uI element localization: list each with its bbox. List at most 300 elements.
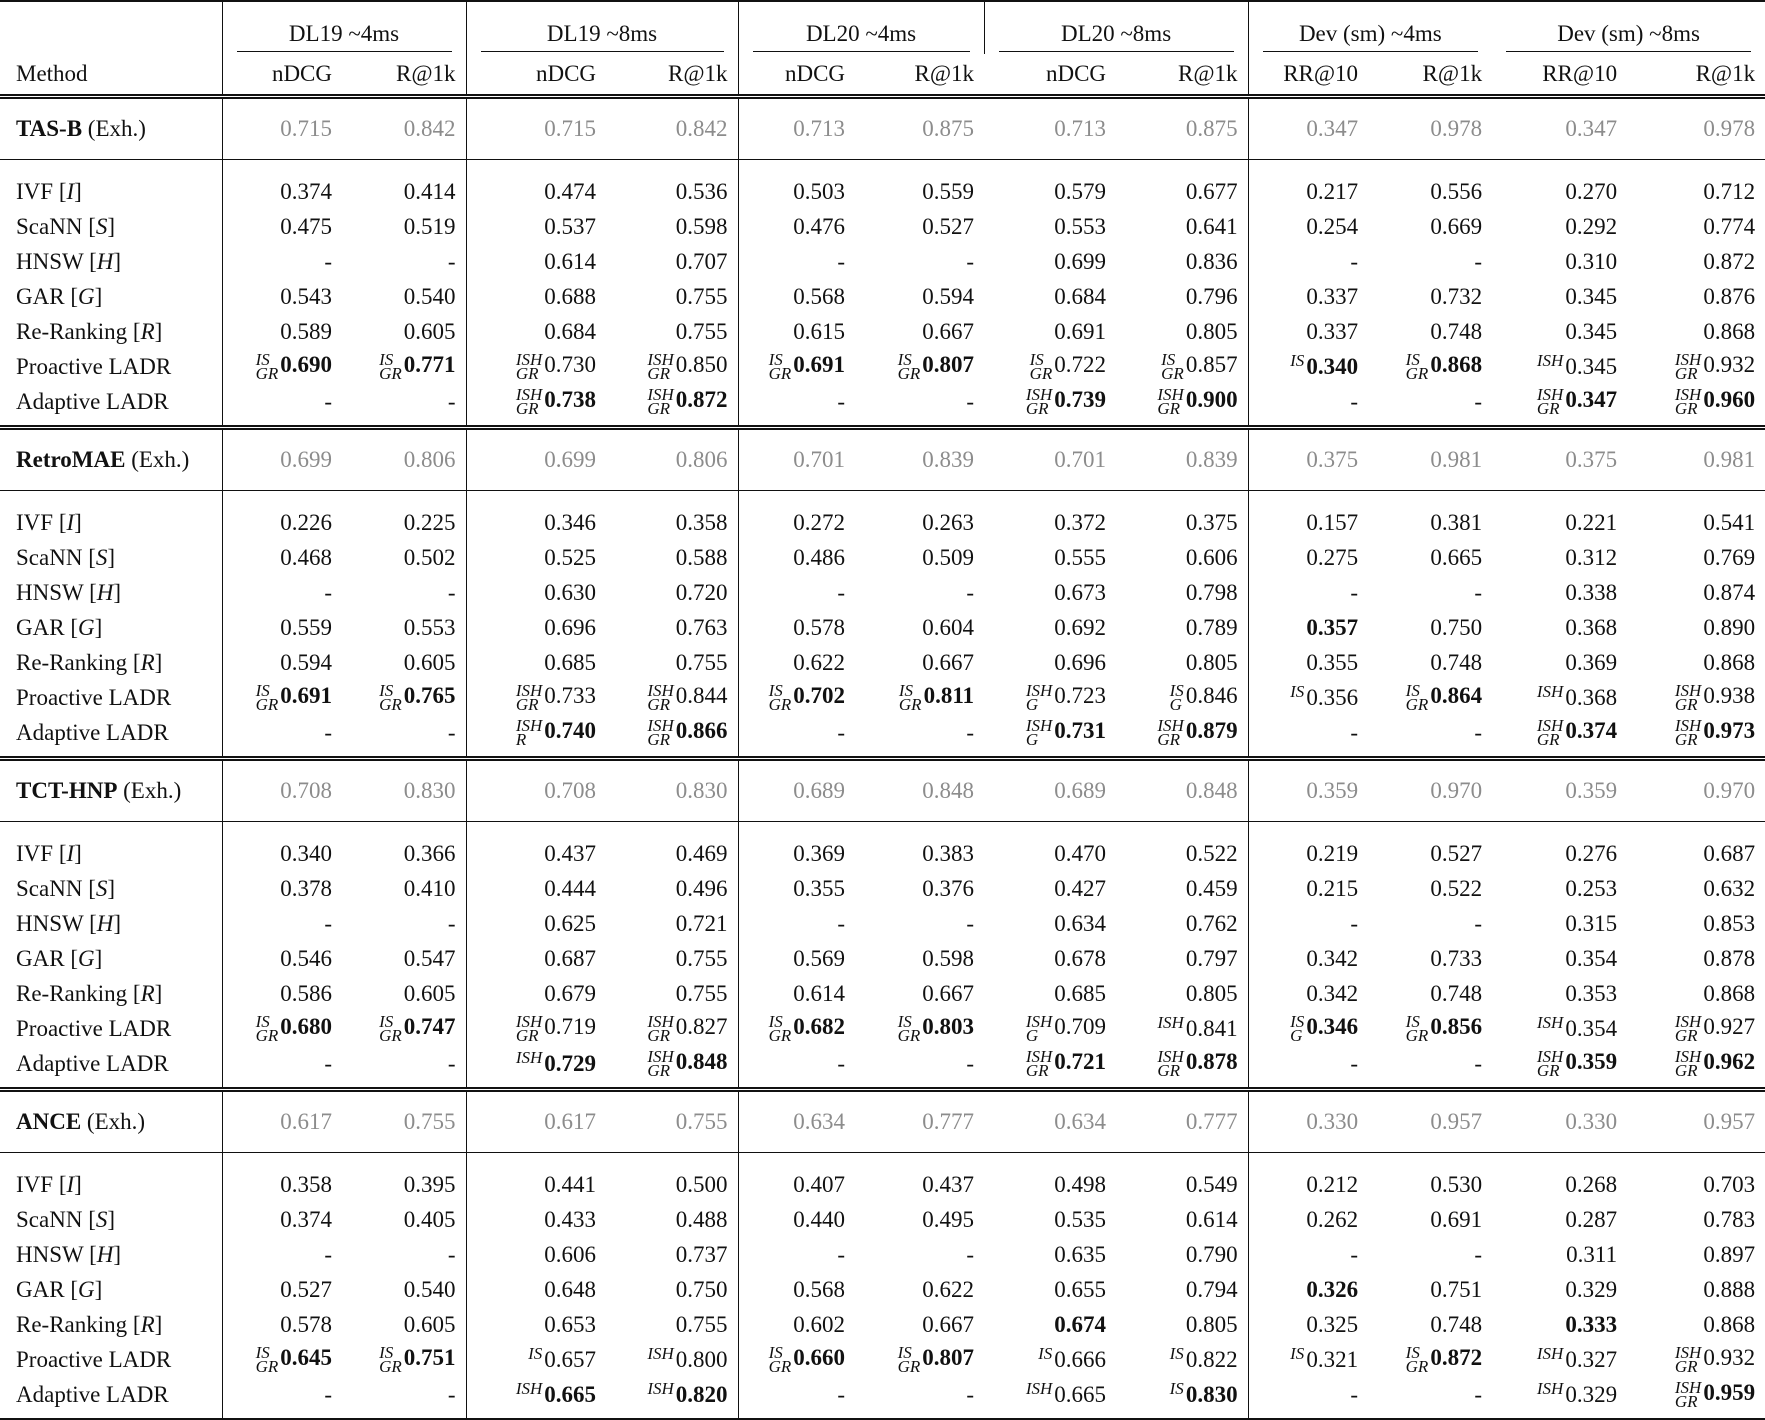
metric-value: 0.602 bbox=[793, 1311, 846, 1337]
method-cell bbox=[0, 1046, 222, 1090]
significance-marker bbox=[255, 1342, 279, 1376]
method-name: HNSW bbox=[16, 248, 84, 274]
significance-sub: GR bbox=[379, 363, 402, 383]
metric-value: 0.796 bbox=[1185, 283, 1238, 309]
metric-value: 0.337 bbox=[1306, 283, 1359, 309]
value-cell bbox=[606, 1011, 738, 1046]
significance-sub: GR bbox=[1674, 1391, 1698, 1411]
significance-sup: IS bbox=[1290, 682, 1305, 702]
value-cell bbox=[342, 1202, 466, 1237]
metric-value: 0.648 bbox=[544, 1276, 597, 1302]
metric-value: 0.691 bbox=[1430, 1206, 1483, 1232]
significance-marker bbox=[897, 349, 921, 383]
metric-value: 0.437 bbox=[544, 840, 597, 866]
value-cell bbox=[342, 160, 466, 210]
significance-sup: IS bbox=[379, 1342, 394, 1362]
metric-value: 0.486 bbox=[793, 544, 846, 570]
value-cell bbox=[222, 1011, 342, 1046]
metric-value: 0.553 bbox=[403, 614, 456, 640]
metric-value: 0.660 bbox=[793, 1345, 846, 1371]
metric-value: 0.553 bbox=[1054, 213, 1107, 239]
metric-value: 0.527 bbox=[1430, 840, 1483, 866]
metric-value: 0.673 bbox=[1054, 579, 1107, 605]
metric-value: 0.685 bbox=[544, 649, 597, 675]
value-cell bbox=[984, 244, 1116, 279]
metric-value: 0.677 bbox=[1185, 178, 1238, 204]
exhaustive-value: 0.957 bbox=[1368, 1090, 1492, 1153]
significance-sub: GR bbox=[768, 363, 792, 383]
value-cell bbox=[1248, 209, 1368, 244]
value-cell bbox=[855, 1153, 984, 1203]
metric-value: 0.556 bbox=[1430, 178, 1483, 204]
method-name: GAR bbox=[16, 945, 65, 971]
metric-value: - bbox=[837, 248, 846, 274]
method-tag: H bbox=[96, 579, 114, 605]
significance-sup: IS bbox=[897, 1011, 912, 1031]
metric-value: 0.622 bbox=[793, 649, 846, 675]
significance-sub: GR bbox=[1536, 398, 1560, 418]
value-cell bbox=[984, 1046, 1116, 1090]
significance-sup: IS bbox=[768, 1011, 783, 1031]
metric-value: 0.755 bbox=[675, 1311, 728, 1337]
value-cell bbox=[466, 384, 606, 428]
metric-value: 0.383 bbox=[922, 840, 975, 866]
value-cell bbox=[1492, 976, 1627, 1011]
metric-value: 0.774 bbox=[1703, 213, 1756, 239]
metric-value: 0.488 bbox=[675, 1206, 728, 1232]
significance-marker bbox=[1405, 349, 1429, 383]
model-name-cell bbox=[0, 1090, 222, 1153]
value-cell bbox=[1248, 540, 1368, 575]
metric-value: 0.347 bbox=[1565, 387, 1618, 413]
metric-value: 0.372 bbox=[1054, 509, 1107, 535]
method-name: Adaptive LADR bbox=[16, 388, 169, 414]
exhaustive-label: (Exh.) bbox=[87, 116, 146, 141]
metric-value: 0.530 bbox=[1430, 1171, 1483, 1197]
significance-sup: ISH bbox=[1674, 1011, 1702, 1031]
value-cell bbox=[1627, 1237, 1765, 1272]
metric-value: 0.641 bbox=[1185, 213, 1238, 239]
table-row bbox=[0, 314, 1765, 349]
significance-sub: GR bbox=[1161, 363, 1184, 383]
value-cell bbox=[222, 1272, 342, 1307]
value-cell bbox=[738, 941, 855, 976]
table-row bbox=[0, 1202, 1765, 1237]
metric-value: 0.720 bbox=[675, 579, 728, 605]
value-cell bbox=[1492, 491, 1627, 541]
significance-sup: IS bbox=[897, 1342, 912, 1362]
metric-header: R@1k bbox=[1368, 54, 1492, 97]
value-cell bbox=[1116, 871, 1248, 906]
significance-sub: GR bbox=[1157, 398, 1181, 418]
method-name: IVF bbox=[16, 509, 54, 535]
significance-sub: GR bbox=[255, 363, 279, 383]
metric-value: 0.498 bbox=[1054, 1171, 1107, 1197]
value-cell bbox=[1116, 1377, 1248, 1419]
value-cell bbox=[466, 160, 606, 210]
metric-value: - bbox=[324, 719, 332, 745]
table-row bbox=[0, 279, 1765, 314]
significance-sup: ISH bbox=[1674, 1377, 1702, 1397]
value-cell bbox=[606, 610, 738, 645]
value-cell bbox=[342, 680, 466, 715]
value-cell bbox=[738, 314, 855, 349]
metric-value: 0.345 bbox=[1565, 353, 1618, 379]
value-cell bbox=[1368, 871, 1492, 906]
value-cell bbox=[1627, 976, 1765, 1011]
metric-value: 0.270 bbox=[1565, 178, 1618, 204]
value-cell bbox=[1627, 244, 1765, 279]
exhaustive-value: 0.715 bbox=[222, 97, 342, 160]
value-cell bbox=[1368, 1237, 1492, 1272]
value-cell bbox=[984, 1307, 1116, 1342]
value-cell bbox=[1116, 540, 1248, 575]
value-cell bbox=[1116, 160, 1248, 210]
metric-value: - bbox=[966, 719, 975, 745]
value-cell bbox=[1492, 314, 1627, 349]
exhaustive-value: 0.359 bbox=[1492, 759, 1627, 822]
method-name: ScaNN bbox=[16, 875, 83, 901]
significance-sub: GR bbox=[1674, 363, 1698, 383]
metric-value: 0.219 bbox=[1306, 840, 1359, 866]
table-row bbox=[0, 680, 1765, 715]
significance-sup: ISH bbox=[647, 349, 674, 369]
metric-value: 0.684 bbox=[1054, 283, 1107, 309]
exhaustive-value: 0.806 bbox=[606, 428, 738, 491]
significance-sup: IS bbox=[255, 1342, 270, 1362]
value-cell bbox=[1627, 314, 1765, 349]
value-cell bbox=[606, 1202, 738, 1237]
metric-header: nDCG bbox=[222, 54, 342, 97]
metric-value: - bbox=[447, 579, 456, 605]
value-cell bbox=[738, 1153, 855, 1203]
value-cell bbox=[342, 575, 466, 610]
method-cell: HNSW [H] bbox=[0, 244, 222, 279]
value-cell bbox=[855, 645, 984, 680]
metric-value: 0.476 bbox=[793, 213, 846, 239]
significance-sup: IS bbox=[379, 680, 394, 700]
value-cell bbox=[1627, 645, 1765, 680]
significance-sub: GR bbox=[1674, 1356, 1698, 1376]
group-header: DL20 ~4ms bbox=[738, 1, 984, 54]
significance-sub: GR bbox=[379, 694, 402, 714]
metric-value: 0.703 bbox=[1703, 1171, 1756, 1197]
metric-value: 0.696 bbox=[544, 614, 597, 640]
metric-value: - bbox=[1474, 248, 1483, 274]
exhaustive-label: (Exh.) bbox=[86, 1109, 146, 1134]
value-cell bbox=[855, 1046, 984, 1090]
metric-value: - bbox=[324, 910, 332, 936]
method-name: ScaNN bbox=[16, 213, 83, 239]
significance-sup: ISH bbox=[1674, 680, 1702, 700]
exhaustive-value: 0.617 bbox=[466, 1090, 606, 1153]
metric-value: - bbox=[1474, 1241, 1483, 1267]
significance-sub: G bbox=[1290, 1025, 1303, 1045]
value-cell bbox=[1116, 1237, 1248, 1272]
value-cell bbox=[466, 715, 606, 759]
significance-sup: IS bbox=[898, 680, 914, 700]
metric-value: 0.667 bbox=[922, 980, 975, 1006]
metric-value: 0.325 bbox=[1306, 1311, 1359, 1337]
significance-sup: IS bbox=[1169, 1344, 1184, 1364]
value-cell bbox=[855, 1011, 984, 1046]
model-name: TCT-HNP bbox=[16, 778, 118, 803]
metric-value: 0.755 bbox=[675, 283, 728, 309]
significance-marker bbox=[1537, 353, 1563, 369]
significance-sup: ISH bbox=[1025, 715, 1053, 735]
metric-value: 0.614 bbox=[1185, 1206, 1238, 1232]
method-name: Adaptive LADR bbox=[16, 1381, 169, 1407]
method-cell: HNSW [H] bbox=[0, 575, 222, 610]
metric-value: - bbox=[324, 248, 332, 274]
metric-value: 0.962 bbox=[1703, 1049, 1756, 1075]
value-cell bbox=[984, 1011, 1116, 1046]
metric-value: 0.212 bbox=[1306, 1171, 1359, 1197]
metric-value: 0.622 bbox=[922, 1276, 975, 1302]
value-cell bbox=[738, 822, 855, 872]
value-cell bbox=[738, 1202, 855, 1237]
significance-sub: GR bbox=[647, 398, 670, 418]
group-header: DL19 ~4ms bbox=[222, 1, 466, 54]
value-cell bbox=[342, 1377, 466, 1419]
metric-value: 0.657 bbox=[544, 1346, 597, 1372]
value-cell bbox=[342, 1153, 466, 1203]
metric-value: 0.578 bbox=[793, 614, 846, 640]
value-cell bbox=[738, 1342, 855, 1377]
significance-marker bbox=[768, 1342, 792, 1376]
metric-value: 0.765 bbox=[403, 683, 456, 709]
value-cell bbox=[466, 314, 606, 349]
header-corner bbox=[0, 1, 222, 54]
method-tag: I bbox=[66, 509, 75, 535]
table-body bbox=[0, 1, 1765, 1419]
method-cell: Re-Ranking [R] bbox=[0, 645, 222, 680]
significance-marker bbox=[1536, 1046, 1564, 1080]
value-cell bbox=[606, 976, 738, 1011]
value-cell bbox=[606, 314, 738, 349]
value-cell bbox=[1492, 1011, 1627, 1046]
metric-value: 0.844 bbox=[675, 683, 728, 709]
metric-value: 0.665 bbox=[1430, 544, 1483, 570]
value-cell bbox=[1368, 279, 1492, 314]
value-cell bbox=[855, 209, 984, 244]
value-cell bbox=[1492, 941, 1627, 976]
metric-value: 0.755 bbox=[675, 945, 728, 971]
significance-sub: GR bbox=[1674, 694, 1698, 714]
metric-value: - bbox=[1350, 719, 1359, 745]
significance-marker bbox=[647, 680, 674, 714]
significance-sup: ISH bbox=[1025, 384, 1053, 404]
significance-sup: ISH bbox=[1025, 1011, 1053, 1031]
metric-value: 0.868 bbox=[1703, 649, 1756, 675]
metric-value: 0.369 bbox=[1565, 649, 1618, 675]
value-cell bbox=[1627, 906, 1765, 941]
value-cell bbox=[342, 1342, 466, 1377]
value-cell bbox=[1627, 575, 1765, 610]
method-name: HNSW bbox=[16, 1241, 84, 1267]
metric-value: 0.687 bbox=[544, 945, 597, 971]
value-cell bbox=[738, 871, 855, 906]
header-group-row bbox=[0, 1, 1765, 54]
method-name: ScaNN bbox=[16, 1206, 83, 1232]
significance-marker bbox=[515, 715, 543, 749]
metric-value: - bbox=[1474, 1050, 1483, 1076]
metric-value: - bbox=[966, 248, 975, 274]
metric-value: 0.315 bbox=[1565, 910, 1618, 936]
metric-value: 0.959 bbox=[1703, 1380, 1756, 1406]
metric-value: 0.500 bbox=[675, 1171, 728, 1197]
value-cell bbox=[222, 1237, 342, 1272]
value-cell bbox=[1116, 976, 1248, 1011]
significance-marker bbox=[515, 1011, 543, 1045]
group-header: DL20 ~8ms bbox=[984, 1, 1248, 54]
significance-marker bbox=[1025, 1011, 1053, 1045]
exhaustive-value: 0.713 bbox=[984, 97, 1116, 160]
metric-value: - bbox=[966, 1241, 975, 1267]
metric-value: 0.684 bbox=[544, 318, 597, 344]
exhaustive-value: 0.701 bbox=[738, 428, 855, 491]
metric-value: 0.410 bbox=[403, 875, 456, 901]
value-cell bbox=[222, 1342, 342, 1377]
metric-value: 0.292 bbox=[1565, 213, 1618, 239]
metric-header: nDCG bbox=[466, 54, 606, 97]
value-cell bbox=[606, 575, 738, 610]
significance-sub: GR bbox=[768, 1025, 792, 1045]
metric-value: 0.699 bbox=[1054, 248, 1107, 274]
metric-header: RR@10 bbox=[1248, 54, 1368, 97]
value-cell bbox=[466, 1237, 606, 1272]
significance-sub: G bbox=[1025, 1025, 1039, 1045]
metric-header: RR@10 bbox=[1492, 54, 1627, 97]
exhaustive-value: 0.359 bbox=[1248, 759, 1368, 822]
value-cell bbox=[1248, 575, 1368, 610]
metric-value: 0.874 bbox=[1703, 579, 1756, 605]
value-cell bbox=[1492, 871, 1627, 906]
significance-sup: ISH bbox=[515, 1048, 543, 1068]
significance-sub: G bbox=[1025, 694, 1039, 714]
metric-value: 0.635 bbox=[1054, 1241, 1107, 1267]
significance-marker bbox=[516, 1050, 542, 1066]
metric-value: 0.374 bbox=[280, 1206, 332, 1232]
metric-value: 0.355 bbox=[1306, 649, 1359, 675]
value-cell bbox=[1368, 314, 1492, 349]
method-name: IVF bbox=[16, 840, 54, 866]
significance-marker bbox=[1170, 1381, 1184, 1397]
metric-value: 0.868 bbox=[1430, 352, 1483, 378]
value-cell bbox=[222, 160, 342, 210]
value-cell bbox=[466, 209, 606, 244]
significance-sup: IS bbox=[1169, 1379, 1184, 1399]
metric-value: - bbox=[837, 910, 846, 936]
metric-value: 0.605 bbox=[403, 649, 456, 675]
metric-value: 0.225 bbox=[403, 509, 456, 535]
value-cell bbox=[222, 349, 342, 384]
value-cell bbox=[1368, 491, 1492, 541]
value-cell bbox=[1116, 941, 1248, 976]
metric-value: 0.354 bbox=[1565, 1015, 1618, 1041]
method-name: IVF bbox=[16, 178, 54, 204]
significance-sup: IS bbox=[255, 680, 270, 700]
significance-marker bbox=[1674, 680, 1702, 714]
metric-value: - bbox=[324, 1381, 332, 1407]
metric-value: 0.578 bbox=[280, 1311, 332, 1337]
significance-sup: IS bbox=[255, 349, 270, 369]
metric-value: - bbox=[324, 1050, 332, 1076]
value-cell bbox=[466, 1307, 606, 1342]
metric-value: 0.932 bbox=[1703, 1345, 1756, 1371]
value-cell bbox=[222, 384, 342, 428]
metric-value: 0.827 bbox=[675, 1014, 728, 1040]
method-name: HNSW bbox=[16, 579, 84, 605]
value-cell bbox=[1492, 645, 1627, 680]
value-cell bbox=[1627, 1153, 1765, 1203]
metric-value: 0.750 bbox=[1430, 614, 1483, 640]
metric-value: 0.751 bbox=[1430, 1276, 1483, 1302]
metric-value: 0.927 bbox=[1703, 1014, 1756, 1040]
metric-value: 0.790 bbox=[1185, 1241, 1238, 1267]
value-cell bbox=[606, 941, 738, 976]
metric-value: - bbox=[1474, 1381, 1483, 1407]
metric-value: 0.878 bbox=[1703, 945, 1756, 971]
metric-value: 0.800 bbox=[675, 1346, 728, 1372]
value-cell bbox=[1248, 1237, 1368, 1272]
value-cell bbox=[1492, 384, 1627, 428]
method-cell: IVF [I] bbox=[0, 160, 222, 210]
value-cell bbox=[984, 349, 1116, 384]
value-cell bbox=[222, 906, 342, 941]
metric-value: 0.707 bbox=[675, 248, 728, 274]
metric-value: 0.730 bbox=[544, 352, 597, 378]
metric-value: 0.841 bbox=[1185, 1015, 1238, 1041]
metric-value: 0.856 bbox=[1430, 1014, 1483, 1040]
value-cell bbox=[342, 822, 466, 872]
value-cell bbox=[222, 491, 342, 541]
metric-value: 0.537 bbox=[544, 213, 597, 239]
value-cell bbox=[1368, 1272, 1492, 1307]
value-cell bbox=[1627, 160, 1765, 210]
metric-value: 0.589 bbox=[280, 318, 332, 344]
metric-value: 0.897 bbox=[1703, 1241, 1756, 1267]
metric-value: 0.732 bbox=[1430, 283, 1483, 309]
significance-marker bbox=[897, 1011, 921, 1045]
significance-sup: ISH bbox=[1157, 384, 1184, 404]
value-cell bbox=[1368, 906, 1492, 941]
metric-value: 0.604 bbox=[922, 614, 975, 640]
method-cell: GAR [G] bbox=[0, 279, 222, 314]
exhaustive-value: 0.617 bbox=[222, 1090, 342, 1153]
value-cell bbox=[1116, 349, 1248, 384]
metric-value: 0.495 bbox=[922, 1206, 975, 1232]
metric-header: R@1k bbox=[1116, 54, 1248, 97]
significance-marker bbox=[768, 349, 792, 383]
metric-value: - bbox=[447, 388, 456, 414]
significance-sup: ISH bbox=[647, 1046, 674, 1066]
method-cell bbox=[0, 1011, 222, 1046]
metric-value: 0.820 bbox=[675, 1381, 728, 1407]
metric-value: 0.522 bbox=[1430, 875, 1483, 901]
value-cell bbox=[606, 1046, 738, 1090]
value-cell bbox=[222, 540, 342, 575]
metric-value: 0.527 bbox=[922, 213, 975, 239]
table-row bbox=[0, 349, 1765, 384]
metric-value: - bbox=[1350, 1241, 1359, 1267]
metric-value: 0.900 bbox=[1185, 387, 1238, 413]
value-cell bbox=[1116, 244, 1248, 279]
metric-value: 0.310 bbox=[1565, 248, 1618, 274]
metric-value: 0.275 bbox=[1306, 544, 1359, 570]
significance-sub: GR bbox=[515, 694, 539, 714]
value-cell bbox=[855, 279, 984, 314]
